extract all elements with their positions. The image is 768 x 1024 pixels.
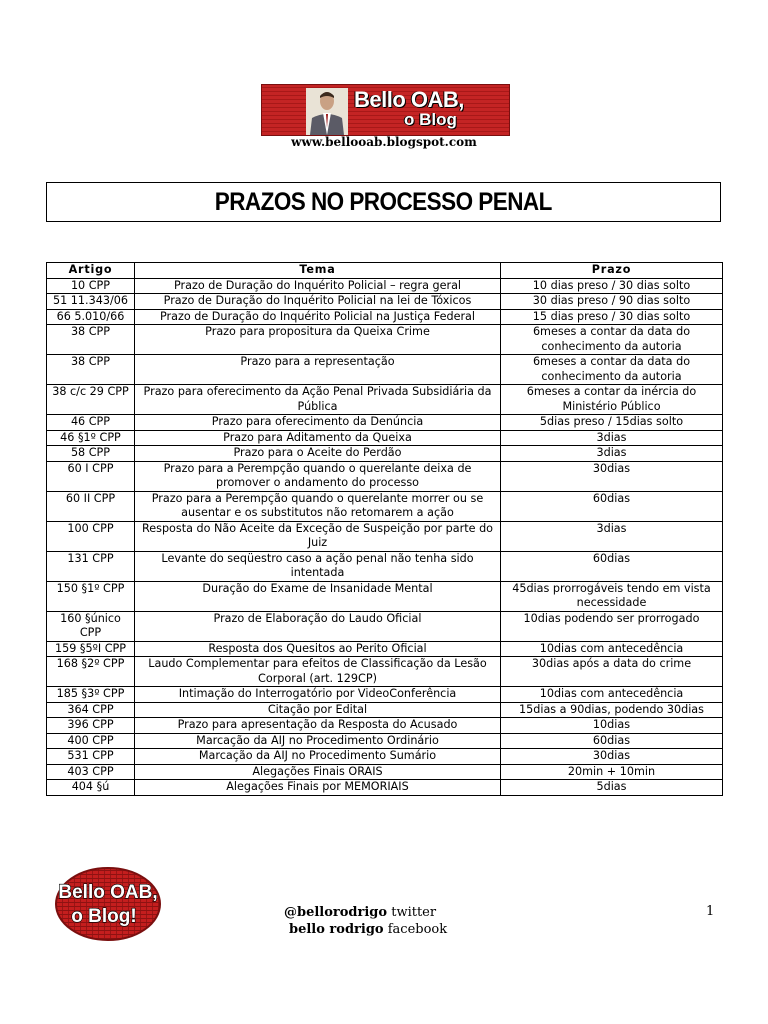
table-row bbox=[47, 415, 723, 431]
document-title-box bbox=[46, 182, 721, 222]
table-row bbox=[47, 718, 723, 734]
footer-facebook-line bbox=[284, 921, 447, 938]
twitter-handle[interactable]: @bellorodrigo bbox=[284, 905, 388, 920]
cell-tema: Prazo de Duração do Inquérito Policial – regra geral bbox=[135, 278, 501, 294]
cell-artigo: 60 II CPP bbox=[47, 491, 135, 521]
document-title: PRAZOS NO PROCESSO PENAL bbox=[214, 187, 553, 216]
cell-tema: Prazo de Elaboração do Laudo Oficial bbox=[135, 611, 501, 641]
cell-prazo: 45dias prorrogáveis tendo em vista necessidade bbox=[501, 581, 723, 611]
cell-artigo: 38 CPP bbox=[47, 325, 135, 355]
column-header-tema: Tema bbox=[135, 263, 501, 279]
stamp-line1: Bello OAB, bbox=[58, 882, 158, 903]
cell-prazo: 6meses a contar da data do conhecimento da autoria bbox=[501, 325, 723, 355]
table-row bbox=[47, 641, 723, 657]
cell-prazo: 30dias bbox=[501, 749, 723, 765]
cell-prazo: 10dias com antecedência bbox=[501, 687, 723, 703]
blog-url[interactable]: www.bellooab.blogspot.com bbox=[291, 135, 477, 149]
table-row bbox=[47, 385, 723, 415]
table-row bbox=[47, 278, 723, 294]
cell-prazo: 15dias a 90dias, podendo 30dias bbox=[501, 702, 723, 718]
table-row bbox=[47, 657, 723, 687]
cell-artigo: 403 CPP bbox=[47, 764, 135, 780]
cell-tema: Citação por Edital bbox=[135, 702, 501, 718]
cell-tema: Prazo para oferecimento da Ação Penal Privada Subsidiária da Pública bbox=[135, 385, 501, 415]
table-row bbox=[47, 687, 723, 703]
table-row bbox=[47, 491, 723, 521]
facebook-name[interactable]: bello rodrigo bbox=[289, 922, 384, 937]
cell-prazo: 6meses a contar da inércia do Ministério Público bbox=[501, 385, 723, 415]
cell-artigo: 150 §1º CPP bbox=[47, 581, 135, 611]
cell-prazo: 5dias bbox=[501, 780, 723, 796]
cell-artigo: 168 §2º CPP bbox=[47, 657, 135, 687]
cell-tema: Prazo para propositura da Queixa Crime bbox=[135, 325, 501, 355]
table-header-row bbox=[47, 263, 723, 279]
cell-prazo: 15 dias preso / 30 dias solto bbox=[501, 309, 723, 325]
cell-tema: Marcação da AIJ no Procedimento Ordinário bbox=[135, 733, 501, 749]
banner-title-line1: Bello OAB, bbox=[354, 87, 464, 112]
cell-prazo: 20min + 10min bbox=[501, 764, 723, 780]
cell-artigo: 38 CPP bbox=[47, 355, 135, 385]
table-row bbox=[47, 581, 723, 611]
cell-artigo: 185 §3º CPP bbox=[47, 687, 135, 703]
table-row bbox=[47, 430, 723, 446]
table-row bbox=[47, 611, 723, 641]
cell-artigo: 46 §1º CPP bbox=[47, 430, 135, 446]
cell-tema: Prazo para o Aceite do Perdão bbox=[135, 446, 501, 462]
cell-prazo: 30dias após a data do crime bbox=[501, 657, 723, 687]
blog-banner-logo bbox=[261, 84, 510, 136]
cell-tema: Resposta do Não Aceite da Exceção de Suspeição por parte do Juiz bbox=[135, 521, 501, 551]
cell-tema: Marcação da AIJ no Procedimento Sumário bbox=[135, 749, 501, 765]
table-row bbox=[47, 521, 723, 551]
prazos-table bbox=[46, 262, 723, 796]
cell-prazo: 10dias bbox=[501, 718, 723, 734]
cell-tema: Prazo para apresentação da Resposta do Acusado bbox=[135, 718, 501, 734]
cell-tema: Prazo de Duração do Inquérito Policial na Justiça Federal bbox=[135, 309, 501, 325]
cell-artigo: 58 CPP bbox=[47, 446, 135, 462]
cell-prazo: 5dias preso / 15dias solto bbox=[501, 415, 723, 431]
table-row bbox=[47, 355, 723, 385]
cell-artigo: 396 CPP bbox=[47, 718, 135, 734]
facebook-label: facebook bbox=[387, 922, 448, 937]
footer-social bbox=[284, 904, 447, 938]
cell-artigo: 38 c/c 29 CPP bbox=[47, 385, 135, 415]
cell-artigo: 100 CPP bbox=[47, 521, 135, 551]
bello-oab-stamp-logo bbox=[54, 866, 162, 942]
cell-artigo: 60 I CPP bbox=[47, 461, 135, 491]
cell-tema: Prazo para a Perempção quando o querelante morrer ou se ausentar e os substitutos não retomarem a ação bbox=[135, 491, 501, 521]
table-row bbox=[47, 702, 723, 718]
column-header-artigo: Artigo bbox=[47, 263, 135, 279]
column-header-prazo: Prazo bbox=[501, 263, 723, 279]
table-row bbox=[47, 551, 723, 581]
table-row bbox=[47, 309, 723, 325]
cell-prazo: 3dias bbox=[501, 446, 723, 462]
table-row bbox=[47, 325, 723, 355]
cell-tema: Prazo para oferecimento da Denúncia bbox=[135, 415, 501, 431]
cell-prazo: 30dias bbox=[501, 461, 723, 491]
cell-tema: Alegações Finais por MEMORIAIS bbox=[135, 780, 501, 796]
cell-prazo: 10dias com antecedência bbox=[501, 641, 723, 657]
page-number: 1 bbox=[706, 904, 715, 919]
table-row bbox=[47, 749, 723, 765]
cell-tema: Prazo para a Perempção quando o querelante deixa de promover o andamento do processo bbox=[135, 461, 501, 491]
cell-artigo: 364 CPP bbox=[47, 702, 135, 718]
person-illustration-icon bbox=[306, 88, 348, 135]
cell-tema: Prazo para Aditamento da Queixa bbox=[135, 430, 501, 446]
cell-tema: Prazo para a representação bbox=[135, 355, 501, 385]
cell-prazo: 6meses a contar da data do conhecimento da autoria bbox=[501, 355, 723, 385]
cell-prazo: 60dias bbox=[501, 551, 723, 581]
cell-tema: Levante do seqüestro caso a ação penal não tenha sido intentada bbox=[135, 551, 501, 581]
footer-twitter-line bbox=[284, 904, 447, 921]
table-row bbox=[47, 764, 723, 780]
cell-prazo: 60dias bbox=[501, 733, 723, 749]
table-row bbox=[47, 446, 723, 462]
cell-prazo: 10 dias preso / 30 dias solto bbox=[501, 278, 723, 294]
twitter-label: twitter bbox=[391, 905, 437, 920]
banner-title-line2: o Blog bbox=[404, 110, 457, 129]
cell-tema: Duração do Exame de Insanidade Mental bbox=[135, 581, 501, 611]
cell-prazo: 30 dias preso / 90 dias solto bbox=[501, 294, 723, 310]
cell-artigo: 46 CPP bbox=[47, 415, 135, 431]
cell-artigo: 131 CPP bbox=[47, 551, 135, 581]
cell-artigo: 531 CPP bbox=[47, 749, 135, 765]
table-row bbox=[47, 733, 723, 749]
stamp-line2: o Blog! bbox=[71, 906, 137, 927]
cell-artigo: 404 §ú bbox=[47, 780, 135, 796]
cell-tema: Intimação do Interrogatório por VideoConferência bbox=[135, 687, 501, 703]
cell-artigo: 66 5.010/66 bbox=[47, 309, 135, 325]
cell-tema: Prazo de Duração do Inquérito Policial na lei de Tóxicos bbox=[135, 294, 501, 310]
cell-tema: Laudo Complementar para efeitos de Classificação da Lesão Corporal (art. 129CP) bbox=[135, 657, 501, 687]
cell-prazo: 3dias bbox=[501, 430, 723, 446]
cell-prazo: 60dias bbox=[501, 491, 723, 521]
cell-artigo: 400 CPP bbox=[47, 733, 135, 749]
cell-artigo: 10 CPP bbox=[47, 278, 135, 294]
table-row bbox=[47, 461, 723, 491]
cell-prazo: 10dias podendo ser prorrogado bbox=[501, 611, 723, 641]
cell-artigo: 159 §5ºI CPP bbox=[47, 641, 135, 657]
cell-tema: Resposta dos Quesitos ao Perito Oficial bbox=[135, 641, 501, 657]
cell-artigo: 51 11.343/06 bbox=[47, 294, 135, 310]
cell-prazo: 3dias bbox=[501, 521, 723, 551]
table-row bbox=[47, 294, 723, 310]
table-row bbox=[47, 780, 723, 796]
cell-artigo: 160 §único CPP bbox=[47, 611, 135, 641]
cell-tema: Alegações Finais ORAIS bbox=[135, 764, 501, 780]
